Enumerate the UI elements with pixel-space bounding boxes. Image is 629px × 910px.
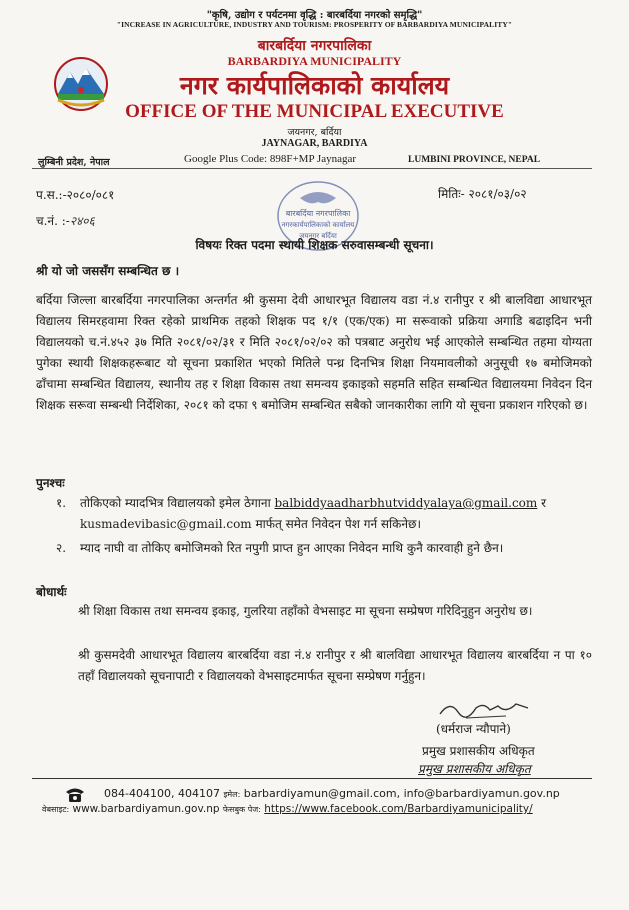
address-english: JAYNAGAR, BARDIYA bbox=[261, 138, 368, 149]
footer-web-line bbox=[42, 803, 533, 815]
footer-email-label: इमेल: bbox=[223, 790, 241, 799]
stamp-line-1: बारबर्दिया नगरपालिका bbox=[285, 209, 351, 218]
chalani-number bbox=[36, 212, 95, 229]
signatory-title: प्रमुख प्रशासकीय अधिकृत bbox=[422, 744, 535, 758]
municipality-name-nepali: बारबर्दिया नगरपालिका bbox=[257, 38, 372, 54]
office-title-nepali: नगर कार्यपालिकाको कार्यालय bbox=[179, 71, 450, 100]
punashcha-label: पुनश्चः bbox=[36, 476, 65, 490]
stamp-line-3: जयनगर बर्दिया bbox=[299, 232, 337, 240]
signatory-name: (धर्मराज न्यौपाने) bbox=[436, 722, 511, 736]
footer-phone: 084-404100, 404107 bbox=[104, 787, 220, 800]
subject-line: विषयः रिक्त पदमा स्थायी शिक्षक सरुवासम्बन्धी सूचना। bbox=[195, 238, 434, 252]
greeting-line: श्री यो जो जससँग सम्बन्धित छ । bbox=[36, 264, 180, 278]
stamp-line-2: नगरकार्यपालिकाको कार्यालय bbox=[281, 221, 355, 229]
patra-sankhya bbox=[36, 186, 114, 203]
notice-date bbox=[438, 185, 527, 202]
date-value: २०८१/०३/०२ bbox=[468, 187, 527, 201]
google-plus-code: Google Plus Code: 898F+MP Jaynagar bbox=[184, 153, 357, 165]
item-1-text bbox=[80, 493, 590, 535]
chalani-number-label: च.नं. :- bbox=[36, 214, 70, 228]
footer-divider bbox=[32, 778, 592, 779]
signatory-title-stamp: प्रमुख प्रशासकीय अधिकृत bbox=[418, 762, 531, 776]
item-2-text: म्याद नाघी वा तोकिए बमोजिमको रित नपुगी प्राप्त हुन आएका निवेदन माथि कुनै कारवाही हुने छैन। bbox=[80, 541, 504, 555]
bodharth-paragraph-1: श्री शिक्षा विकास तथा समन्वय इकाइ, गुलरिया तहाँको वेभसाइट मा सूचना सम्प्रेषण गरिदिनुहुन अनुरोध छ। bbox=[78, 604, 533, 618]
patra-sankhya-label: प.स.:- bbox=[36, 188, 67, 202]
footer-website-link[interactable]: www.barbardiyamun.gov.np bbox=[72, 803, 220, 815]
address-nepali: जयनगर, बर्दिया bbox=[287, 127, 342, 138]
bodharth-label: बोधार्थः bbox=[36, 585, 67, 599]
footer-website-label: वेबसाइट: bbox=[42, 805, 70, 814]
item-1-number: १. bbox=[56, 496, 67, 510]
footer-contact-line bbox=[104, 787, 560, 800]
slogan-nepali: "कृषि, उद्योग र पर्यटनमा वृद्धि : बारबर्दिया नगरको समृद्धि" bbox=[206, 10, 423, 21]
punashcha-item-1 bbox=[56, 493, 590, 535]
handwritten-signature bbox=[436, 694, 532, 722]
province-english: LUMBINI PROVINCE, NEPAL bbox=[408, 155, 541, 165]
footer-facebook-label: फेसबुक पेज: bbox=[222, 805, 261, 814]
header-divider bbox=[32, 168, 592, 169]
date-label: मितिः- bbox=[438, 187, 465, 201]
footer-facebook-link[interactable]: https://www.facebook.com/Barbardiyamunicipality/ bbox=[264, 803, 533, 815]
punashcha-item-2 bbox=[56, 538, 590, 580]
notice-body: बर्दिया जिल्ला बारबर्दिया नगरपालिका अन्तर्गत श्री कुसमा देवी आधारभूत विद्यालय वडा नं.४ रानीपुर र श्री बालविद्या आधारभूत विद्यालय सिमरहवामा रिक्त रहेको प्राथमिक तहको शिक्षक पद १/१ (एक/एक) मा सरूवाको प्रक्रिया अगाडि बढाइदिन भनी विद्यालयको च.नं.४५२ ३७ मिति २०८१/०२/३१ र मिति २०८१/०२/०२ को पत्रबाट अनुरोध भई आएकोले सम्बन्धित तहमा योग्यता पुगेका स्थायी शिक्षकहरूबाट यो सूचना प्रकाशित भएको मितिले पन्ध्र दिनभित्र शिक्षा नियमावलीको अनुसूची १७ बमोजिमको ढाँचामा सम्बन्धित विद्यालय, स्थानीय तह र शिक्षा विकास तथा समन्वय इकाइको सहमति सहित सम्बन्धित विद्यालयमा निवेदन दिन शिक्षक सरूवा सम्बन्धी निर्देशिका, २०८१ को दफा ९ बमोजिम सम्बन्धित सबैको जानकारीका लागि यो सूचना प्रकाशन गरिएको छ। bbox=[36, 293, 593, 412]
office-title-english: OFFICE OF THE MUNICIPAL EXECUTIVE bbox=[125, 101, 504, 122]
footer-emails[interactable]: barbardiyamun@gmail.com, info@barbardiyamun.gov.np bbox=[243, 787, 560, 800]
school-email-link[interactable]: balbiddyaadharbhutviddyalaya@gmail.com bbox=[274, 496, 538, 510]
municipality-name-english: BARBARDIYA MUNICIPALITY bbox=[227, 54, 402, 68]
phone-icon bbox=[64, 785, 86, 803]
bodharth-paragraph-2: श्री कुसमदेवी आधारभूत विद्यालय बारबर्दिया वडा नं.४ रानीपुर र श्री बालविद्या आधारभूत विद्यालय बारबर्दिया न पा १० तहाँ विद्यालयको सूचनापाटी र विद्यालयको वेभसाइटमार्फत सूचना सम्प्रेषण गर्नुहुन। bbox=[78, 648, 592, 683]
province-nepali: लुम्बिनी प्रदेश, नेपाल bbox=[38, 157, 110, 168]
chalani-number-value: २४०६ bbox=[69, 214, 95, 228]
slogan-english: "INCREASE IN AGRICULTURE, INDUSTRY AND TOURISM: PROSPERITY OF BARBARDIYA MUNICIPALITY" bbox=[116, 20, 513, 29]
item-2-number: २. bbox=[56, 541, 67, 555]
item-1-pre: तोकिएको म्यादभित्र विद्यालयको इमेल ठेगाना bbox=[80, 496, 275, 510]
item-1-rest: र kusmadevibasic@gmail.com मार्फत् समेत निवेदन पेश गर्न सकिनेछ। bbox=[80, 496, 547, 531]
patra-sankhya-value: २०८०/०८१ bbox=[66, 188, 115, 202]
